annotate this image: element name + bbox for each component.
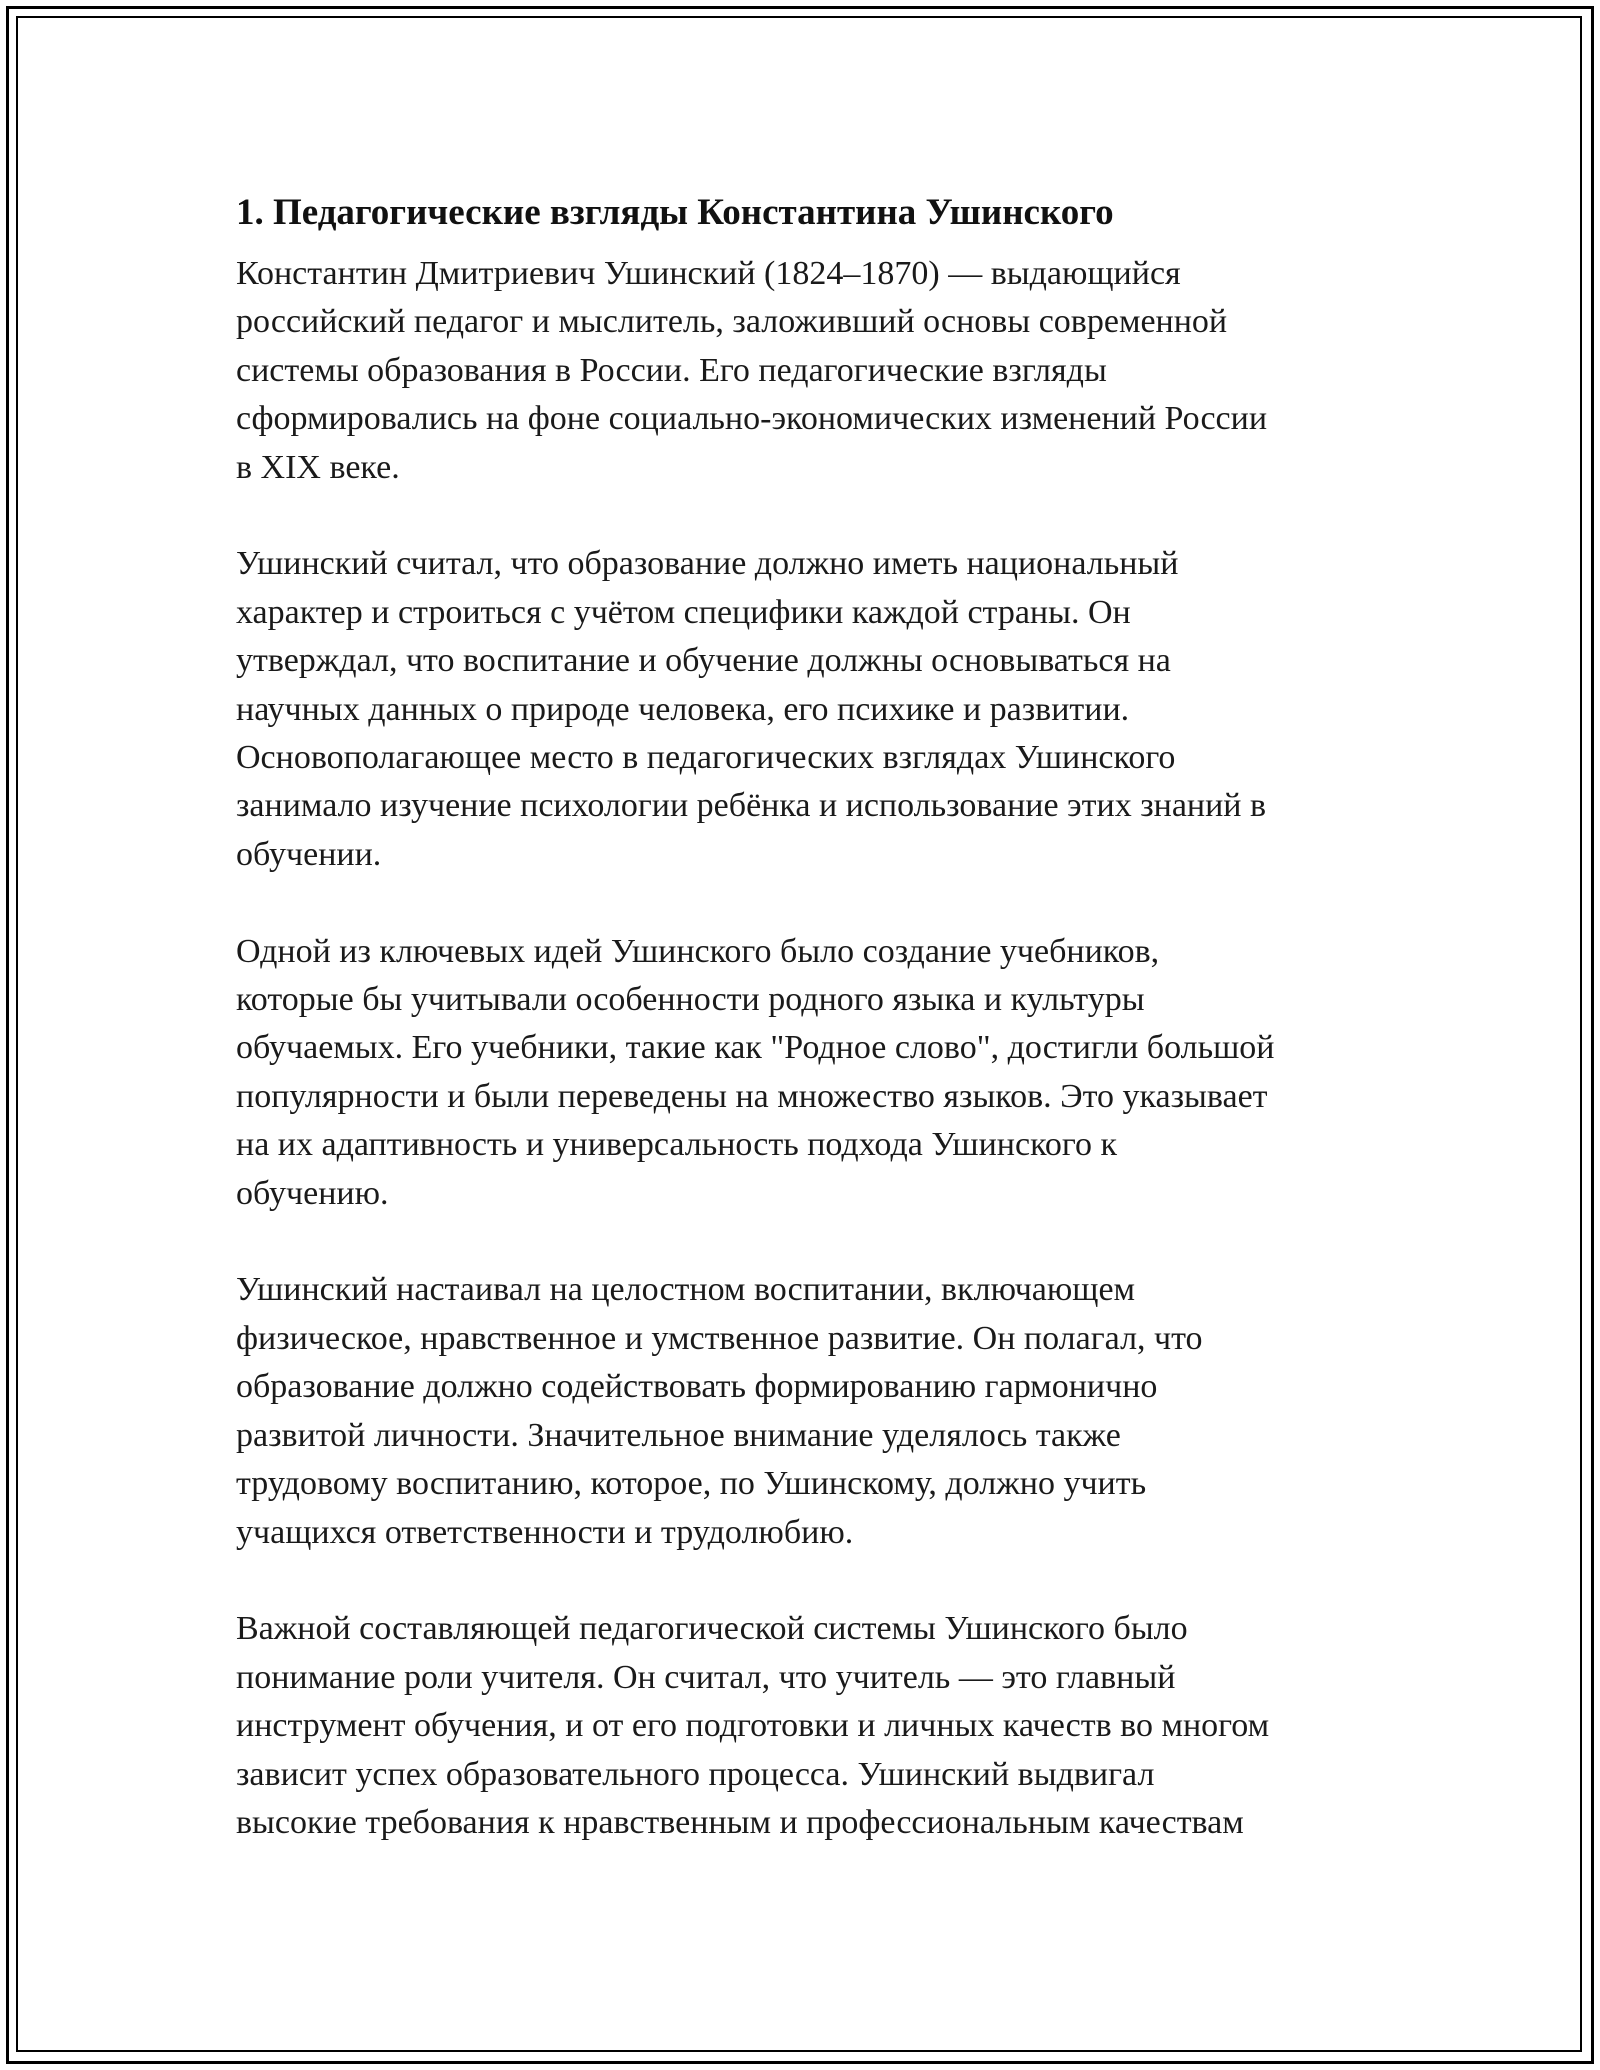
- text-line: Основополагающее место в педагогических взглядах Ушинского: [236, 739, 1176, 777]
- text-line: Важной составляющей педагогической системы Ушинского было: [236, 1610, 1188, 1648]
- paragraph-2: [236, 540, 1396, 879]
- text-line: образование должно содействовать формированию гармонично: [236, 1368, 1158, 1406]
- text-line: обучению.: [236, 1174, 389, 1212]
- text-line: занимало изучение психологии ребёнка и использование этих знаний в: [236, 787, 1267, 825]
- text-line: зависит успех образовательного процесса. Ушинский выдвигал: [236, 1755, 1155, 1793]
- text-line: характер и строиться с учётом специфики каждой страны. Он: [236, 593, 1131, 631]
- section-heading: 1. Педагогические взгляды Константина Ушинского: [236, 192, 1114, 233]
- text-line: развитой личности. Значительное внимание уделялось также: [236, 1416, 1121, 1454]
- text-line: Константин Дмитриевич Ушинский (1824–1870) — выдающийся: [236, 255, 1181, 292]
- document-page: [236, 180, 1396, 1896]
- text-line: сформировались на фоне социально-экономических изменений России: [236, 400, 1268, 438]
- text-line: обучении.: [236, 835, 382, 873]
- text-line: утверждал, что воспитание и обучение должны основываться на: [236, 642, 1171, 680]
- text-line: Ушинский настаивал на целостном воспитании, включающем: [236, 1271, 1136, 1309]
- text-line: инструмент обучения, и от его подготовки и личных качеств во многом: [236, 1707, 1270, 1745]
- text-line: учащихся ответственности и трудолюбию.: [236, 1513, 854, 1551]
- paragraph-3: [236, 928, 1396, 1218]
- text-line: высокие требования к нравственным и профессиональным качествам: [236, 1803, 1244, 1841]
- text-line: которые бы учитывали особенности родного языка и культуры: [236, 981, 1145, 1019]
- text-line: обучаемых. Его учебники, такие как "Родное слово", достигли большой: [236, 1029, 1275, 1067]
- text-line: системы образования в России. Его педагогические взгляды: [236, 351, 1107, 389]
- paragraph-5: [236, 1605, 1396, 1847]
- text-line: трудовому воспитанию, которое, по Ушинскому, должно учить: [236, 1465, 1147, 1503]
- text-line: Ушинский считал, что образование должно иметь национальный: [236, 545, 1179, 583]
- text-line: Одной из ключевых идей Ушинского было создание учебников,: [236, 932, 1160, 970]
- text-line: физическое, нравственное и умственное развитие. Он полагал, что: [236, 1319, 1203, 1357]
- text-line: научных данных о природе человека, его психике и развитии.: [236, 690, 1130, 728]
- text-line: популярности и были переведены на множество языков. Это указывает: [236, 1077, 1268, 1115]
- text-line: российский педагог и мыслитель, заложивший основы современной: [236, 303, 1228, 341]
- paragraph-4: [236, 1266, 1396, 1556]
- text-line: понимание роли учителя. Он считал, что учитель — это главный: [236, 1658, 1176, 1696]
- paragraph-1: [236, 250, 1396, 492]
- text-line: в XIX веке.: [236, 448, 400, 486]
- text-line: на их адаптивность и универсальность подхода Ушинского к: [236, 1126, 1117, 1164]
